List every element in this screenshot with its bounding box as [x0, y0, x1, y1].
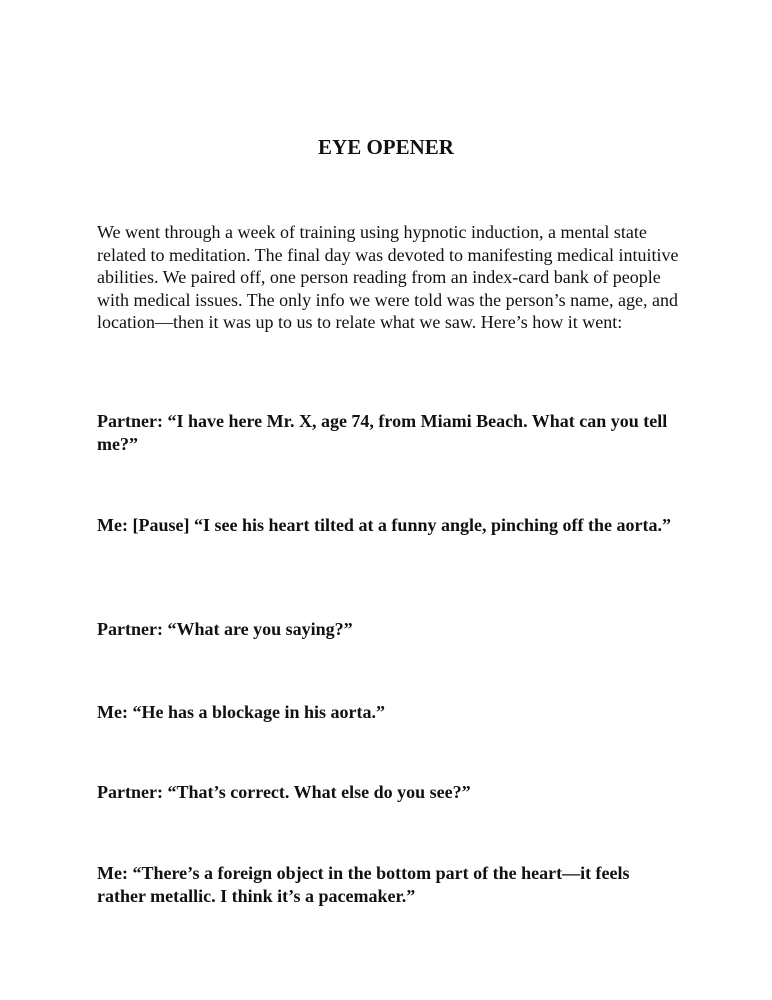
- dialogue-line: Me: [Pause] “I see his heart tilted at a funny angle, pinching off the aorta.”: [97, 515, 671, 535]
- intro-paragraph: We went through a week of training using hypnotic induction, a mental state related to meditation. The final day was devoted to manifesting medical intuitive abilities. We paired off, one person reading from an index-card bank of people with medical issues. The only info we were told was the person’s name, age, and location—then it was up to us to relate what we saw. Here’s how it went:: [97, 222, 679, 332]
- dialogue-line: Me: “There’s a foreign object in the bottom part of the heart—it feels rather metallic. I think it’s a pacemaker.”: [97, 863, 630, 906]
- dialogue-line: Partner: “What are you saying?”: [97, 619, 353, 639]
- page-title: EYE OPENER: [318, 135, 454, 159]
- dialogue-line: Me: “He has a blockage in his aorta.”: [97, 702, 385, 722]
- dialogue-line: Partner: “I have here Mr. X, age 74, from Miami Beach. What can you tell me?”: [97, 411, 668, 454]
- dialogue-line: Partner: “That’s correct. What else do you see?”: [97, 782, 471, 802]
